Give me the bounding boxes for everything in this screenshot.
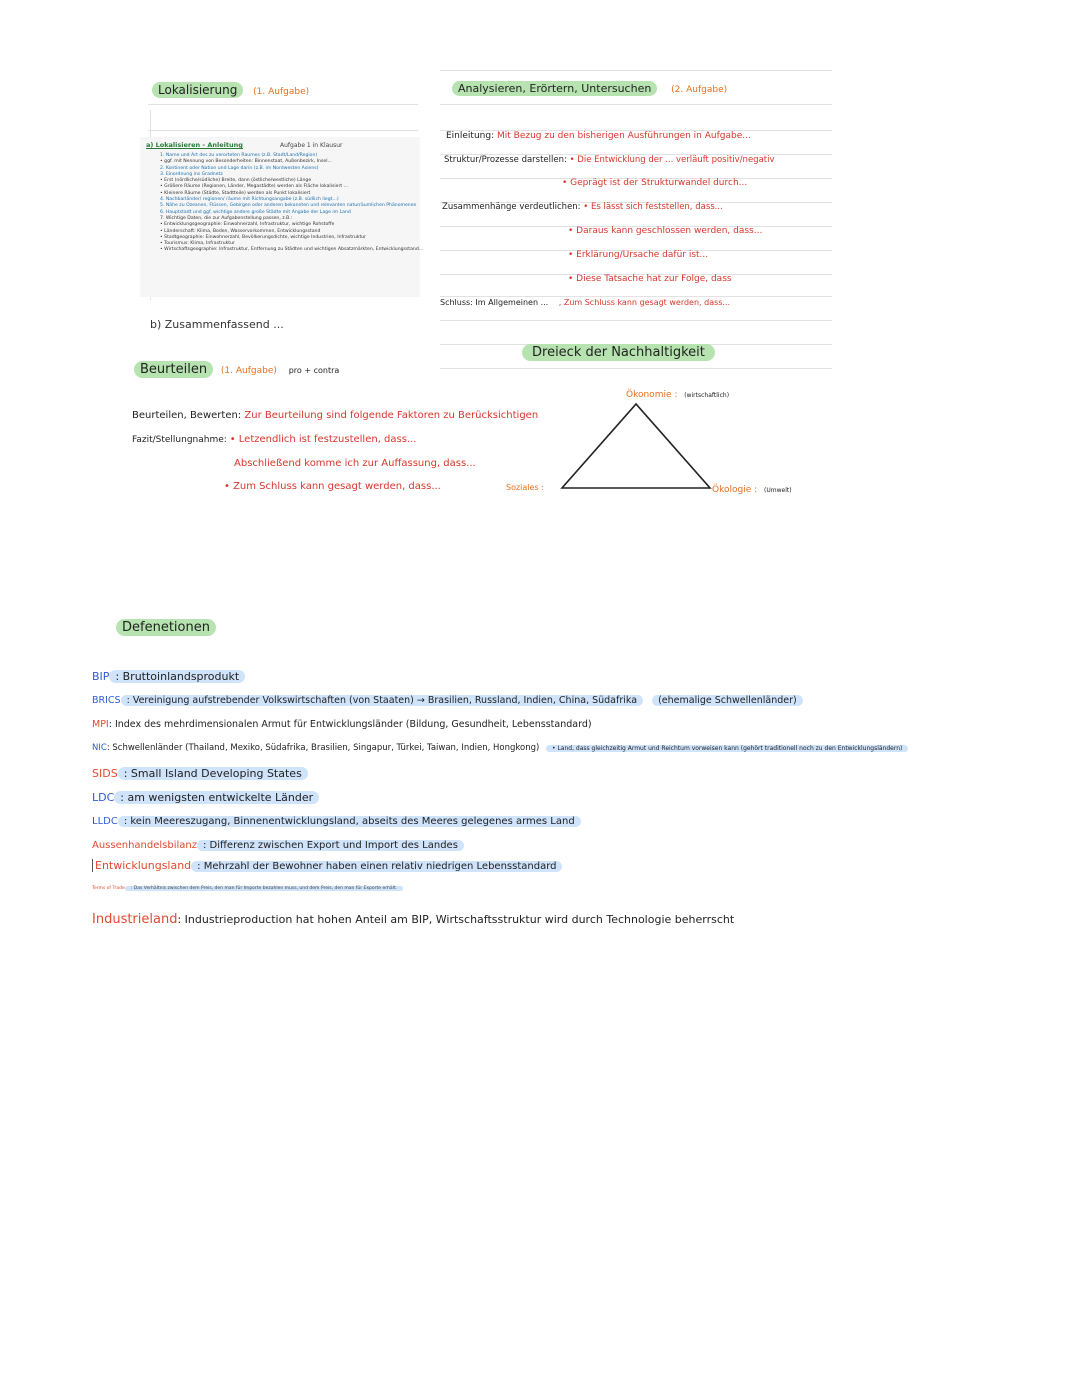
- zusammenhaenge-text-4: • Diese Tatsache hat zur Folge, dass: [568, 274, 732, 284]
- beurteilen-label: Beurteilen, Bewerten:: [132, 410, 242, 421]
- lokalisierung-title: Lokalisierung: [152, 82, 243, 98]
- analysieren-title: Analysieren, Erörtern, Untersuchen: [452, 81, 657, 96]
- def-lldc: [92, 816, 581, 827]
- struktur-label: Struktur/Prozesse darstellen:: [444, 155, 567, 165]
- definitionen-title: Defenetionen: [116, 619, 216, 636]
- def-extra: (ehemalige Schwellenländer): [652, 695, 803, 706]
- oekologie-label: [712, 485, 792, 495]
- anleitung-line: • ggf. mit Nennung von Besonderheiten: Binnenstaat, Außenbezirk, Insel...: [160, 159, 332, 165]
- lokalisierung-note: (1. Aufgabe): [253, 87, 310, 97]
- def-key: NIC: [92, 743, 107, 753]
- def-key: BRICS: [92, 695, 121, 706]
- anleitung-aufgabe: Aufgabe 1 in Klausur: [280, 142, 343, 149]
- anleitung-line: 6. Hauptstadt und ggf. wichtige andere große Städte mit Angabe der Lage im Land: [160, 209, 351, 215]
- oekonomie-label: [626, 390, 729, 400]
- def-industrieland: [92, 912, 734, 927]
- rule-line: [148, 130, 418, 131]
- def-ldc: [92, 791, 319, 804]
- nachhaltigkeit-triangle: [556, 400, 716, 492]
- def-text: : kein Meereszugang, Binnenentwicklungsland, abseits des Meeres gelegenes armes Land: [118, 816, 581, 827]
- anleitung-line: 7. Wichtige Daten, die zur Aufgabenstellung passen, z.B.:: [160, 215, 293, 221]
- dreieck-heading: [522, 345, 715, 360]
- zusammenhaenge-text: • Es lässt sich feststellen, dass...: [583, 202, 723, 212]
- schluss-text: , Zum Schluss kann gesagt werden, dass...: [558, 298, 731, 307]
- anleitung-list: [160, 153, 423, 254]
- lokalisierung-heading: [152, 83, 309, 97]
- def-text: : Mehrzahl der Bewohner haben einen relativ niedrigen Lebensstandard: [191, 861, 562, 872]
- rule-line: [440, 368, 832, 369]
- anleitung-card: [140, 137, 424, 297]
- rule-line: [440, 296, 832, 297]
- def-sids: [92, 767, 308, 780]
- def-text: : Small Island Developing States: [118, 767, 308, 780]
- fazit-text: • Letzendlich ist festzustellen, dass...: [229, 434, 417, 445]
- oekologie-note: (Umwelt): [764, 487, 792, 494]
- analysieren-heading: [452, 81, 727, 95]
- def-text: : Das Verhältnis zwischen dem Preis, den man für Importe bezahlen muss, und dem Preis, den man für Exporte erhält.: [125, 886, 403, 891]
- def-bip: [92, 670, 245, 683]
- def-text: : Index des mehrdimensionalen Armut für Entwicklungsländer (Bildung, Gesundheit, Lebensstandard): [108, 719, 592, 730]
- def-key: LLDC: [92, 816, 118, 827]
- def-key: Aussenhandelsbilanz: [92, 840, 197, 851]
- oekologie-text: Ökologie :: [712, 485, 758, 495]
- schluss-line: [440, 298, 730, 307]
- def-terms-of-trade: [92, 886, 403, 891]
- dreieck-title: Dreieck der Nachhaltigkeit: [522, 344, 715, 361]
- beurteilen-extra: pro + contra: [288, 366, 340, 375]
- def-text: : Differenz zwischen Export und Import des Landes: [197, 840, 464, 851]
- anleitung-line: • Kleinere Räume (Städte, Stadtteile) werden als Punkt lokalisiert: [160, 190, 311, 196]
- anleitung-line: 2. Kontinent oder Nation und Lage darin (z.B. im Nordwesten Asiens): [160, 165, 319, 171]
- beurteilen-heading: [134, 362, 339, 377]
- rule-line: [440, 320, 832, 321]
- schluss-label: Schluss: Im Allgemeinen ...: [440, 298, 549, 307]
- einleitung-text: Mit Bezug zu den bisherigen Ausführungen in Aufgabe...: [497, 131, 751, 141]
- def-mpi: [92, 719, 592, 730]
- rule-line: [440, 70, 832, 71]
- beurteilen-line-3: Abschließend komme ich zur Auffassung, dass...: [234, 458, 476, 469]
- def-text: : Bruttoinlandsprodukt: [109, 670, 245, 683]
- def-text: : am wenigsten entwickelte Länder: [114, 791, 319, 804]
- beurteilen-note: (1. Aufgabe): [220, 366, 277, 376]
- triangle-shape: [562, 404, 710, 488]
- oekonomie-text: Ökonomie :: [626, 390, 678, 400]
- def-key: SIDS: [92, 767, 118, 780]
- anleitung-line: • Tourismus: Klima, Infrastruktur: [160, 241, 235, 247]
- def-extra: • Land, dass gleichzeitig Armut und Reichtum vorweisen kann (gehört traditionell noch zu den Entwicklungsländern): [546, 745, 908, 752]
- rule-line: [440, 104, 832, 105]
- beurteilen-line-1: [132, 410, 538, 421]
- anleitung-line: 4. Nachbarländer/ regionen/ räume mit Richtungsangabe (z.B. südlich liegt...): [160, 197, 339, 203]
- anleitung-line: • Größere Räume (Regionen, Länder, Megastädte) werden als Fläche lokalisiert ...: [160, 184, 349, 190]
- definitionen-heading: [116, 620, 216, 635]
- def-key: Entwicklungsland: [95, 859, 192, 872]
- einleitung-label: Einleitung:: [446, 131, 495, 141]
- anleitung-line: • Stadtgeographie: Einwohnerzahl, Bevölkerungsdichte, wichtige Industrien, Infrastruktur: [160, 234, 367, 240]
- def-key: LDC: [92, 791, 115, 804]
- rule-line: [148, 104, 418, 105]
- zusammenhaenge-text-3: • Erklärung/Ursache dafür ist...: [568, 250, 709, 260]
- beurteilen-line-4: • Zum Schluss kann gesagt werden, dass...: [224, 481, 441, 492]
- def-text: : Vereinigung aufstrebender Volkswirtschaften (von Staaten) → Brasilien, Russland, Indien, China, Südafrika: [121, 695, 643, 706]
- zusammenhaenge-text-2: • Daraus kann geschlossen werden, dass...: [568, 226, 763, 236]
- def-text: : Industrieproduction hat hohen Anteil am BIP, Wirtschaftsstruktur wird durch Technologie beherrscht: [177, 913, 735, 926]
- def-aussenhandelsbilanz: [92, 840, 464, 851]
- zusammenfassend: b) Zusammenfassend ...: [150, 318, 284, 331]
- anleitung-line: • Entwicklungsgeographie: Einwohnerzahl, Infrastruktur, wichtige Rohstoffe: [160, 222, 335, 228]
- def-key: Terms of Trade: [92, 886, 125, 891]
- def-key: BIP: [92, 670, 110, 683]
- struktur-text: • Die Entwicklung der ... verläuft positiv/negativ: [569, 155, 775, 165]
- struktur-text-2: • Geprägt ist der Strukturwandel durch...: [562, 178, 748, 188]
- def-text: : Schwellenländer (Thailand, Mexiko, Südafrika, Brasilien, Singapur, Türkei, Taiwan, Indien, Hongkong): [106, 743, 540, 753]
- anleitung-line: • Erst (nördliche/südliche) Breite, dann (östliche/westliche) Länge: [160, 178, 312, 184]
- anleitung-line: 1. Name und Art des zu verorteten Raumes (z.B. Stadt/Land/Region): [160, 153, 318, 158]
- fazit-label: Fazit/Stellungnahme:: [132, 435, 227, 445]
- def-key: MPI: [92, 719, 109, 730]
- zusammenhaenge-label: Zusammenhänge verdeutlichen:: [442, 202, 581, 212]
- def-entwicklungsland: [92, 859, 562, 872]
- def-brics: [92, 695, 803, 706]
- struktur-line: [444, 155, 775, 165]
- anleitung-line: • Länderschaft: Klima, Boden, Wasservorkommen, Entwicklungsstand: [160, 228, 321, 234]
- beurteilen-line-2: [132, 434, 417, 445]
- zusammenhaenge-line: [442, 202, 723, 212]
- analysieren-note: (2. Aufgabe): [671, 85, 728, 95]
- anleitung-line: 5. Nähe zu Ozeanen, Flüssen, Gebirgen oder anderen bekannten und relevanten naturräumlichen Phänomenen: [160, 203, 417, 209]
- anleitung-line: 3. Einordnung ins Gradnetz: [160, 171, 223, 177]
- anleitung-line: • Wirtschaftsgeographie: Infrastruktur, Entfernung zu Städten und wichtigen Absatzmärkten, Entwicklungsstand...: [160, 247, 424, 253]
- def-key: Industrieland: [92, 912, 178, 927]
- beurteilen-text: Zur Beurteilung sind folgende Faktoren zu Berücksichtigen: [244, 410, 539, 421]
- einleitung-line: [446, 131, 751, 141]
- def-nic: [92, 743, 908, 753]
- oekonomie-note: (wirtschaftlich): [684, 392, 730, 399]
- beurteilen-title: Beurteilen: [134, 361, 213, 378]
- soziales-label: Soziales :: [506, 483, 544, 492]
- anleitung-heading: a) Lokalisieren - Anleitung: [146, 141, 243, 149]
